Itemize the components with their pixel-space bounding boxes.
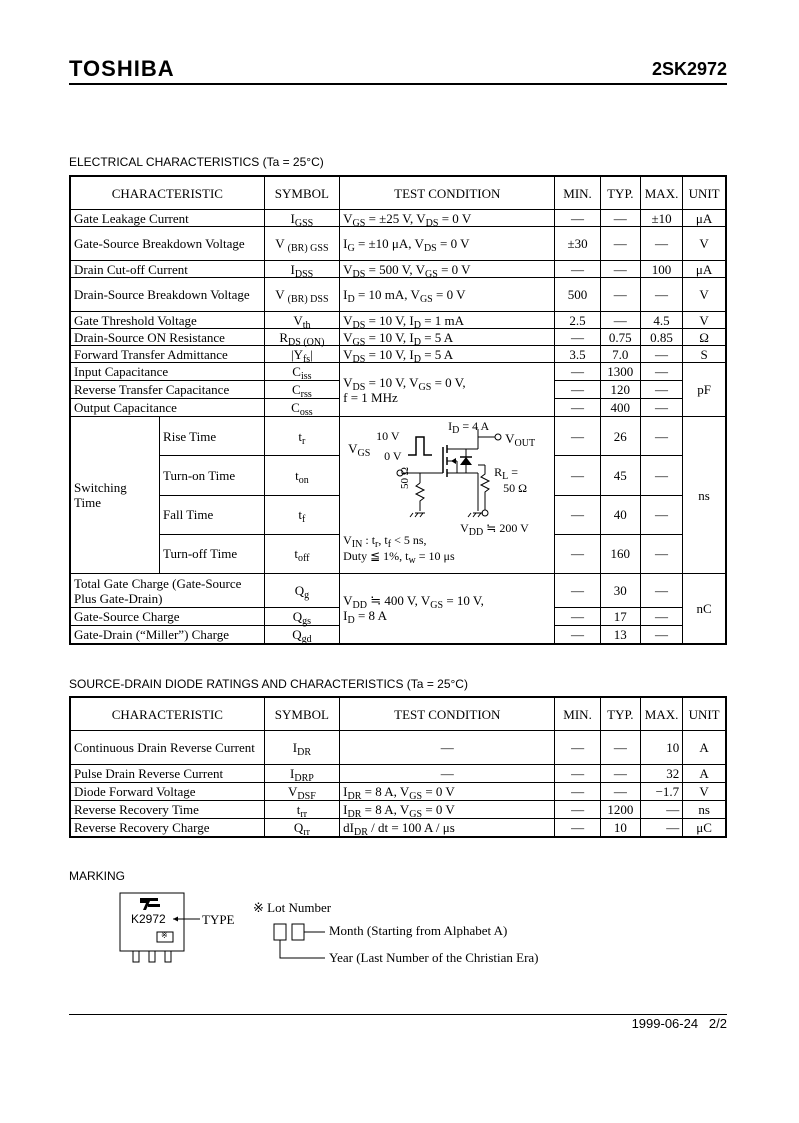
max-cell: — xyxy=(640,381,682,399)
marking-lot-number-label: ※ Lot Number xyxy=(253,900,332,915)
characteristic-cell: Turn-off Time xyxy=(160,534,265,573)
table-row xyxy=(70,261,726,278)
unit-cell: pF xyxy=(683,363,726,417)
symbol-cell: $t_r$ xyxy=(264,417,339,456)
condition-cell: — xyxy=(340,731,555,765)
max-cell: 32 xyxy=(640,765,682,783)
min-cell: 500 xyxy=(555,278,600,312)
marking-month-label: Month (Starting from Alphabet A) xyxy=(329,923,508,938)
unit-cell: S xyxy=(683,346,726,363)
switching-time-group-cell: Switching Time xyxy=(70,417,160,574)
symbol-cell: $C_{oss}$ xyxy=(264,399,339,417)
circuit-vdd-label: $V_{DD}$ ≒ 200 V xyxy=(460,521,529,538)
footer-rule xyxy=(69,1014,727,1015)
circuit-10v-label: 10 V xyxy=(376,429,400,443)
circuit-rl-value: 50 Ω xyxy=(503,481,528,495)
col-characteristic: CHARACTERISTIC xyxy=(70,176,264,210)
table-row xyxy=(70,574,726,608)
unit-cell: A xyxy=(683,765,726,783)
max-cell: 100 xyxy=(640,261,682,278)
typ-cell: 1200 xyxy=(600,801,640,819)
col-unit: UNIT xyxy=(683,176,726,210)
col-symbol: SYMBOL xyxy=(264,176,339,210)
max-cell: — xyxy=(640,346,682,363)
col-typ: TYP. xyxy=(600,697,640,731)
marking-lot-symbol: ※ xyxy=(161,931,168,940)
max-cell: — xyxy=(640,801,682,819)
marking-year-label: Year (Last Number of the Christian Era) xyxy=(329,950,539,965)
min-cell: — xyxy=(555,731,600,765)
unit-cell: V xyxy=(683,312,726,329)
header-part-number: 2SK2972 xyxy=(651,59,727,79)
typ-cell: 120 xyxy=(600,381,640,399)
typ-cell: — xyxy=(600,278,640,312)
characteristic-cell: Drain Cut-off Current xyxy=(70,261,264,278)
min-cell: — xyxy=(555,210,600,227)
table-row xyxy=(70,278,726,312)
table-row xyxy=(70,801,726,819)
unit-cell: μA xyxy=(683,210,726,227)
symbol-cell: $R_{DS (ON)}$ xyxy=(264,329,339,346)
typ-cell: — xyxy=(600,783,640,801)
table-row xyxy=(70,765,726,783)
circuit-vgs-label: $V_{GS}$ xyxy=(348,441,371,459)
circuit-0v-label: 0 V xyxy=(384,449,402,463)
condition-cell: — xyxy=(340,765,555,783)
unit-cell: μC xyxy=(683,819,726,837)
table-row xyxy=(70,783,726,801)
max-cell: — xyxy=(640,417,682,456)
col-max: MAX. xyxy=(640,697,682,731)
table-row xyxy=(70,312,726,329)
min-cell: — xyxy=(555,329,600,346)
characteristic-cell: Turn-on Time xyxy=(160,456,265,495)
symbol-cell: V $_{(BR) DSS}$ xyxy=(264,278,339,312)
max-cell: — xyxy=(640,227,682,261)
typ-cell: — xyxy=(600,210,640,227)
marking-type-label: TYPE xyxy=(202,912,235,927)
diode-characteristics-table xyxy=(69,696,727,838)
characteristic-cell: Pulse Drain Reverse Current xyxy=(70,765,264,783)
symbol-cell: $t_f$ xyxy=(264,495,339,534)
circuit-rl-label: $R_L$ = xyxy=(494,465,519,482)
symbol-cell: V $_{(BR) GSS}$ xyxy=(264,227,339,261)
condition-cell: $V_{DS} = 10$ V, $I_D = 5$ A xyxy=(340,346,555,363)
max-cell: — xyxy=(640,495,682,534)
symbol-cell: $V_{th}$ xyxy=(264,312,339,329)
unit-cell: V xyxy=(683,783,726,801)
condition-cell: $dI_{DR}$ / dt = 100 A / μs xyxy=(340,819,555,837)
circuit-vin-label: $V_{IN}$ : $t_r$, $t_f < 5$ ns, xyxy=(343,533,427,550)
min-cell: — xyxy=(555,363,600,381)
unit-cell: Ω xyxy=(683,329,726,346)
condition-cell: $V_{GS} = \pm 25$ V, $V_{DS} = 0$ V xyxy=(340,210,555,227)
diode-header-row xyxy=(70,697,726,731)
condition-cell: $V_{GS} = 10$ V, $I_D = 5$ A xyxy=(340,329,555,346)
symbol-cell: $Q_g$ xyxy=(264,574,339,608)
typ-cell: 160 xyxy=(600,534,640,573)
min-cell: — xyxy=(555,626,600,644)
max-cell: — xyxy=(640,456,682,495)
circuit-id-label: $I_D = 4$ A xyxy=(448,419,490,436)
max-cell: — xyxy=(640,626,682,644)
unit-cell: μA xyxy=(683,261,726,278)
symbol-cell: $I_{DSS}$ xyxy=(264,261,339,278)
circuit-vout-label: $V_{OUT}$ xyxy=(505,431,536,449)
table-row xyxy=(70,210,726,227)
characteristic-cell: Total Gate Charge (Gate-Source Plus Gate-Drain) xyxy=(70,574,264,608)
col-typ: TYP. xyxy=(600,176,640,210)
max-cell: 4.5 xyxy=(640,312,682,329)
typ-cell: 26 xyxy=(600,417,640,456)
characteristic-cell: Reverse Recovery Charge xyxy=(70,819,264,837)
min-cell: — xyxy=(555,574,600,608)
circuit-cell xyxy=(340,417,555,574)
typ-cell: 13 xyxy=(600,626,640,644)
characteristic-cell: Diode Forward Voltage xyxy=(70,783,264,801)
max-cell: — xyxy=(640,399,682,417)
characteristic-cell: Output Capacitance xyxy=(70,399,264,417)
min-cell: — xyxy=(555,456,600,495)
table-row xyxy=(70,819,726,837)
typ-cell: 1300 xyxy=(600,363,640,381)
condition-cell: $I_{DR} = 8$ A, $V_{GS} = 0$ V xyxy=(340,801,555,819)
max-cell: — xyxy=(640,574,682,608)
circuit-duty-label: Duty ≦ 1%, $t_w = 10$ μs xyxy=(343,549,455,566)
characteristic-cell: Forward Transfer Admittance xyxy=(70,346,264,363)
characteristic-cell: Gate Leakage Current xyxy=(70,210,264,227)
table-row xyxy=(70,731,726,765)
max-cell: — xyxy=(640,278,682,312)
characteristic-cell: Input Capacitance xyxy=(70,363,264,381)
table-row xyxy=(70,417,726,456)
typ-cell: — xyxy=(600,261,640,278)
symbol-cell: $C_{rss}$ xyxy=(264,381,339,399)
electrical-header-row xyxy=(70,176,726,210)
min-cell: — xyxy=(555,783,600,801)
footer-date-text: 1999-06-24 xyxy=(631,1016,699,1031)
max-cell: — xyxy=(640,608,682,626)
symbol-cell: $Q_{gs}$ xyxy=(264,608,339,626)
header-rule xyxy=(69,83,727,85)
typ-cell: — xyxy=(600,227,640,261)
typ-cell: — xyxy=(600,731,640,765)
symbol-cell: $t_{off}$ xyxy=(264,534,339,573)
typ-cell: — xyxy=(600,312,640,329)
typ-cell: 17 xyxy=(600,608,640,626)
table-row xyxy=(70,329,726,346)
header-brand: TOSHIBA xyxy=(69,56,175,81)
symbol-cell: $|Y_{fs}|$ xyxy=(264,346,339,363)
characteristic-cell: Drain-Source ON Resistance xyxy=(70,329,264,346)
col-characteristic: CHARACTERISTIC xyxy=(70,697,264,731)
max-cell: — xyxy=(640,534,682,573)
col-unit: UNIT xyxy=(683,697,726,731)
symbol-cell: $t_{rr}$ xyxy=(264,801,339,819)
typ-cell: 40 xyxy=(600,495,640,534)
characteristic-cell: Gate Threshold Voltage xyxy=(70,312,264,329)
footer-date xyxy=(632,1016,727,1031)
symbol-cell: $I_{DRP}$ xyxy=(264,765,339,783)
col-max: MAX. xyxy=(640,176,682,210)
max-cell: −1.7 xyxy=(640,783,682,801)
min-cell: — xyxy=(555,417,600,456)
typ-cell: — xyxy=(600,765,640,783)
diode-section-title: SOURCE-DRAIN DIODE RATINGS AND CHARACTERISTICS (Ta = 25°C) xyxy=(69,677,468,691)
unit-cell: ns xyxy=(683,417,726,574)
unit-cell: ns xyxy=(683,801,726,819)
characteristic-cell: Continuous Drain Reverse Current xyxy=(70,731,264,765)
electrical-characteristics-table xyxy=(69,175,727,645)
symbol-cell: $C_{iss}$ xyxy=(264,363,339,381)
condition-cell: $V_{DS} = 10$ V, $V_{GS} = 0$ V, f = 1 MHz xyxy=(340,363,555,417)
condition-cell: $I_{DR} = 8$ A, $V_{GS} = 0$ V xyxy=(340,783,555,801)
condition-cell: $V_{DS} = 10$ V, $I_D = 1$ mA xyxy=(340,312,555,329)
min-cell: — xyxy=(555,261,600,278)
symbol-cell: $Q_{gd}$ xyxy=(264,626,339,644)
condition-cell: $I_G = \pm 10$ μA, $V_{DS} = 0$ V xyxy=(340,227,555,261)
typ-cell: 0.75 xyxy=(600,329,640,346)
min-cell: 3.5 xyxy=(555,346,600,363)
table-row xyxy=(70,346,726,363)
min-cell: — xyxy=(555,534,600,573)
characteristic-cell: Fall Time xyxy=(160,495,265,534)
characteristic-cell: Gate-Drain (“Miller”) Charge xyxy=(70,626,264,644)
typ-cell: 7.0 xyxy=(600,346,640,363)
col-test-condition: TEST CONDITION xyxy=(340,697,555,731)
condition-cell: $V_{DS} = 500$ V, $V_{GS} = 0$ V xyxy=(340,261,555,278)
symbol-cell: $V_{DSF}$ xyxy=(264,783,339,801)
characteristic-cell: Rise Time xyxy=(160,417,265,456)
characteristic-cell: Drain-Source Breakdown Voltage xyxy=(70,278,264,312)
col-min: MIN. xyxy=(555,697,600,731)
characteristic-cell: Reverse Transfer Capacitance xyxy=(70,381,264,399)
marking-section-title: MARKING xyxy=(69,869,126,883)
min-cell: — xyxy=(555,819,600,837)
electrical-section-title: ELECTRICAL CHARACTERISTICS (Ta = 25°C) xyxy=(69,155,324,169)
marking-diagram xyxy=(110,890,630,980)
col-symbol: SYMBOL xyxy=(264,697,339,731)
condition-cell: $V_{DD}$ ≒ 400 V, $V_{GS} = 10$ V, $I_D = 8$ A xyxy=(340,574,555,644)
unit-cell: A xyxy=(683,731,726,765)
min-cell: — xyxy=(555,381,600,399)
min-cell: ±30 xyxy=(555,227,600,261)
min-cell: — xyxy=(555,399,600,417)
symbol-cell: $I_{GSS}$ xyxy=(264,210,339,227)
min-cell: — xyxy=(555,608,600,626)
table-row xyxy=(70,363,726,381)
typ-cell: 400 xyxy=(600,399,640,417)
characteristic-cell: Gate-Source Charge xyxy=(70,608,264,626)
max-cell: 10 xyxy=(640,731,682,765)
max-cell: — xyxy=(640,819,682,837)
typ-cell: 30 xyxy=(600,574,640,608)
min-cell: 2.5 xyxy=(555,312,600,329)
typ-cell: 45 xyxy=(600,456,640,495)
circuit-50-ohm-label: 50 Ω xyxy=(399,467,412,489)
max-cell: 0.85 xyxy=(640,329,682,346)
symbol-cell: $t_{on}$ xyxy=(264,456,339,495)
symbol-cell: $Q_{rr}$ xyxy=(264,819,339,837)
marking-part-number: K2972 xyxy=(131,912,166,926)
symbol-cell: $I_{DR}$ xyxy=(264,731,339,765)
max-cell: — xyxy=(640,363,682,381)
unit-cell: V xyxy=(683,227,726,261)
condition-cell: $I_D = 10$ mA, $V_{GS} = 0$ V xyxy=(340,278,555,312)
typ-cell: 10 xyxy=(600,819,640,837)
characteristic-cell: Gate-Source Breakdown Voltage xyxy=(70,227,264,261)
col-min: MIN. xyxy=(555,176,600,210)
characteristic-cell: Reverse Recovery Time xyxy=(70,801,264,819)
unit-cell: V xyxy=(683,278,726,312)
table-row xyxy=(70,227,726,261)
col-test-condition: TEST CONDITION xyxy=(340,176,555,210)
min-cell: — xyxy=(555,765,600,783)
min-cell: — xyxy=(555,801,600,819)
min-cell: — xyxy=(555,495,600,534)
unit-cell: nC xyxy=(683,574,726,644)
max-cell: ±10 xyxy=(640,210,682,227)
footer-page-number: 2/2 xyxy=(708,1016,727,1031)
